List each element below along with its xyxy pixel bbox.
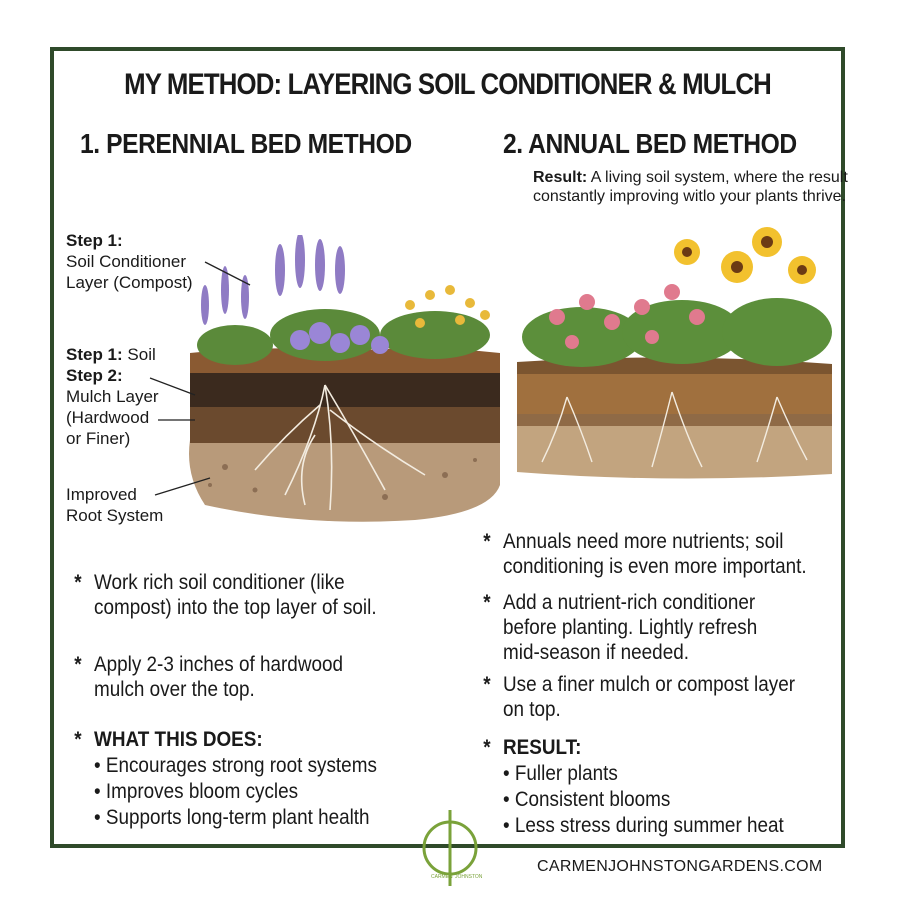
list-item: • Less stress during summer heat — [503, 813, 784, 839]
perennial-bullet: * Apply 2-3 inches of hardwood mulch over the top. — [74, 653, 344, 701]
annual-bed-illustration — [512, 222, 837, 487]
logo-text-bottom: JOHNSTON — [455, 874, 483, 880]
perennial-heading: 1. PERENNIAL BED METHOD — [80, 128, 412, 159]
annual-bullet: * Annuals need more nutrients; soil conditioning is even more important. — [483, 530, 807, 578]
list-item: • Consistent blooms — [503, 787, 784, 813]
result-label: Result: — [533, 169, 588, 186]
what-this-does-heading: * WHAT THIS DOES: — [74, 728, 263, 751]
list-item: • Supports long-term plant health — [94, 805, 377, 831]
list-item: • Improves bloom cycles — [94, 779, 377, 805]
logo-text-top: CARMEN — [431, 874, 453, 880]
website-link[interactable]: CARMENJOHNSTONGARDENS.COM — [537, 858, 823, 875]
page-title: MY METHOD: LAYERING SOIL CONDITIONER & MULCH — [124, 68, 771, 101]
carmen-johnston-logo — [415, 808, 485, 888]
annual-bullet: * Use a finer mulch or compost layer on top. — [483, 673, 796, 721]
label-step1-conditioner: Step 1: Soil Conditioner Layer (Compost) — [66, 231, 193, 292]
result-list — [503, 761, 784, 839]
label-soil-mulch: Step 1: Soil Step 2: Mulch Layer (Hardwood or Finer) — [66, 345, 159, 448]
label-root-system: Improved Root System — [66, 485, 164, 525]
list-item: • Fuller plants — [503, 761, 784, 787]
result-heading: * RESULT: — [483, 736, 582, 759]
perennial-bullet: * Work rich soil conditioner (like compost) into the top layer of soil. — [74, 571, 377, 619]
list-item: • Encourages strong root systems — [94, 753, 377, 779]
annual-heading: 2. ANNUAL BED METHOD — [503, 128, 797, 159]
result-text: A living soil system, where the result constantly improving witlo your plants thrive. — [533, 169, 848, 205]
what-this-does-list — [94, 753, 377, 831]
annual-bullet: * Add a nutrient-rich conditioner before planting. Lightly refresh mid-season if needed. — [483, 591, 758, 664]
